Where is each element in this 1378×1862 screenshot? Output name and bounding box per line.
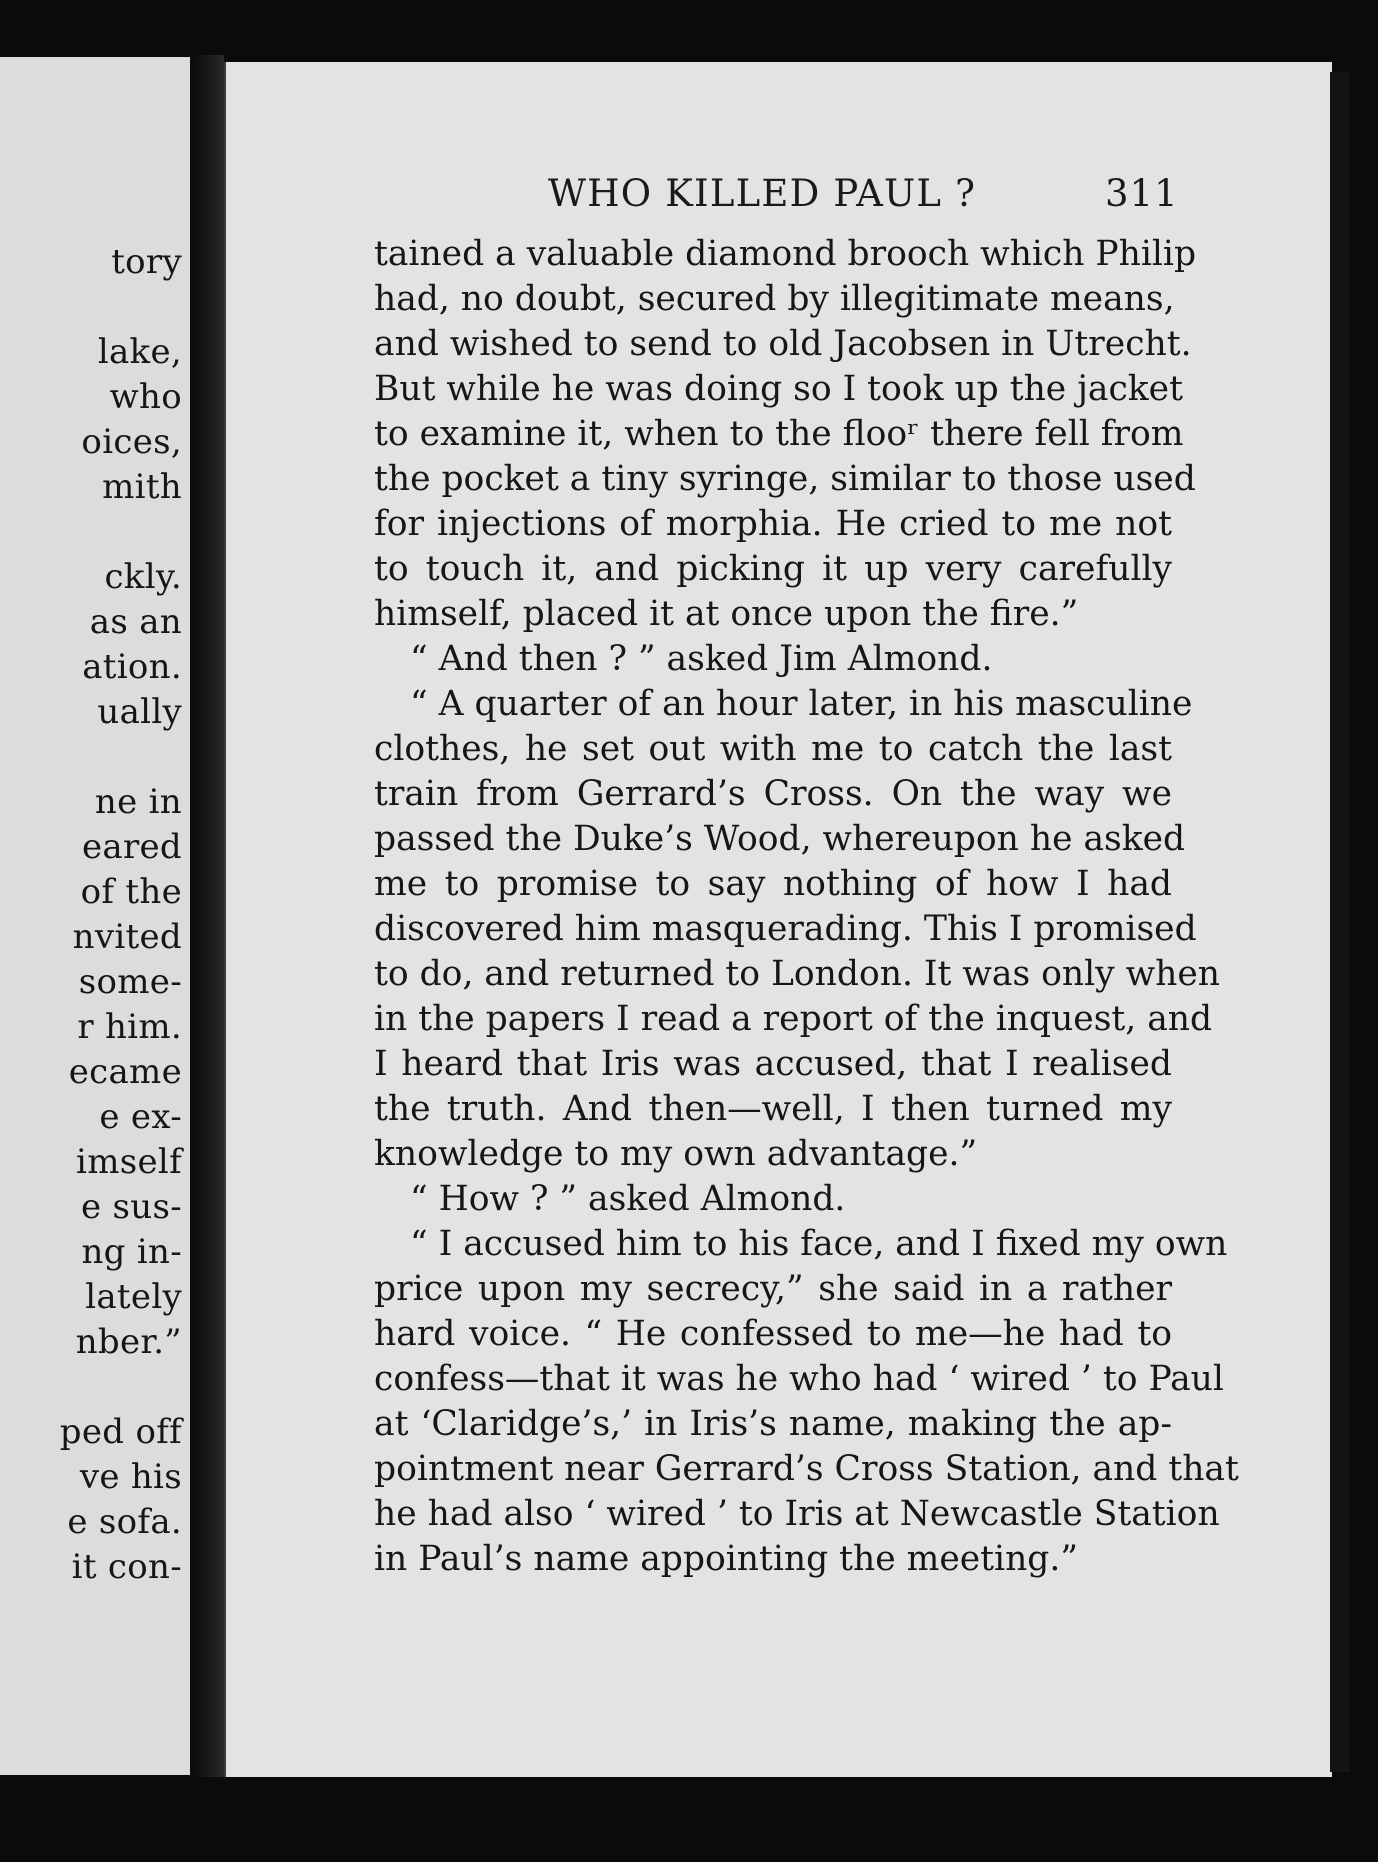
body-text-line: in Paul’s name appointing the meeting.” — [374, 1539, 1078, 1579]
left-page-fragment: r him. — [77, 1007, 182, 1047]
body-text-line: discovered him masquerading. This I promised — [374, 909, 1197, 949]
left-page-fragment: e sus- — [80, 1187, 182, 1227]
body-text-line: at ‘Claridge’s,’ in Iris’s name, making the ap- — [374, 1404, 1172, 1444]
left-page-fragment: imself — [76, 1142, 182, 1182]
body-text-line: in the papers I read a report of the inquest, and — [374, 999, 1213, 1039]
body-text-line: to examine it, when to the flooʳ there fell from — [374, 414, 1184, 454]
body-text-line: clothes, he set out with me to catch the last — [374, 729, 1172, 769]
body-text-line: me to promise to say nothing of how I had — [374, 864, 1172, 904]
page-number: 311 — [1105, 172, 1179, 215]
body-text-line: “ How ? ” asked Almond. — [410, 1179, 846, 1219]
left-page-fragment: as an — [89, 602, 182, 642]
left-page-fragment: tory — [111, 242, 182, 282]
body-text-line: to touch it, and picking it up very carefully — [374, 549, 1172, 589]
page-edge-shadow — [1330, 72, 1350, 1772]
left-page — [0, 57, 190, 1775]
body-text-line: and wished to send to old Jacobsen in Utrecht. — [374, 324, 1192, 364]
left-page-fragment: eared — [81, 827, 182, 867]
left-page-fragment: nber.” — [75, 1322, 182, 1362]
left-page-fragment: ckly. — [104, 557, 182, 597]
body-text-line: passed the Duke’s Wood, whereupon he asked — [374, 819, 1186, 859]
left-page-fragment: lately — [85, 1277, 182, 1317]
left-page-fragment: some- — [78, 962, 182, 1002]
left-page-fragment: oices, — [81, 422, 182, 462]
body-text-line: the pocket a tiny syringe, similar to those used — [374, 459, 1196, 499]
body-text-line: confess—that it was he who had ‘ wired ’ to Paul — [374, 1359, 1224, 1399]
left-page-fragment: ve his — [79, 1457, 182, 1497]
body-text-line: for injections of morphia. He cried to me not — [374, 504, 1172, 544]
body-text-line: knowledge to my own advantage.” — [374, 1134, 978, 1174]
left-page-fragment: ne in — [94, 782, 182, 822]
left-page-fragment: ation. — [82, 647, 182, 687]
left-page-fragment: ped off — [59, 1412, 182, 1452]
body-text-line: he had also ‘ wired ’ to Iris at Newcastle Station — [374, 1494, 1220, 1534]
body-text-line: I heard that Iris was accused, that I realised — [374, 1044, 1172, 1084]
left-page-fragment: ng in- — [81, 1232, 182, 1272]
left-page-fragment: e ex- — [99, 1097, 182, 1137]
left-page-fragment: e sofa. — [67, 1502, 182, 1542]
running-head: WHO KILLED PAUL ? — [548, 172, 977, 215]
left-page-fragment: lake, — [97, 332, 182, 372]
body-text-line: “ And then ? ” asked Jim Almond. — [410, 639, 993, 679]
left-page-fragment: it con- — [71, 1547, 182, 1587]
body-text-line: But while he was doing so I took up the jacket — [374, 369, 1183, 409]
body-text-line: had, no doubt, secured by illegitimate means, — [374, 279, 1175, 319]
left-page-fragment: ecame — [68, 1052, 182, 1092]
body-text-line: the truth. And then—well, I then turned my — [374, 1089, 1172, 1129]
left-page-fragment: mith — [102, 467, 182, 507]
body-text-line: himself, placed it at once upon the fire.” — [374, 594, 1079, 634]
left-page-fragment: who — [109, 377, 182, 417]
body-text-line: train from Gerrard’s Cross. On the way we — [374, 774, 1172, 814]
body-text-line: to do, and returned to London. It was only when — [374, 954, 1221, 994]
left-page-fragment: of the — [80, 872, 182, 912]
body-text-line: pointment near Gerrard’s Cross Station, and that — [374, 1449, 1239, 1489]
left-page-fragment: ually — [97, 692, 182, 732]
left-page-fragment: nvited — [72, 917, 182, 957]
book-spine-shadow — [190, 55, 224, 1777]
body-text-line: “ A quarter of an hour later, in his masculine — [410, 684, 1193, 724]
body-text-line: tained a valuable diamond brooch which Philip — [374, 234, 1197, 274]
body-text-line: hard voice. “ He confessed to me—he had to — [374, 1314, 1172, 1354]
body-text-line: price upon my secrecy,” she said in a rather — [374, 1269, 1172, 1309]
body-text-line: “ I accused him to his face, and I fixed my own — [410, 1224, 1228, 1264]
